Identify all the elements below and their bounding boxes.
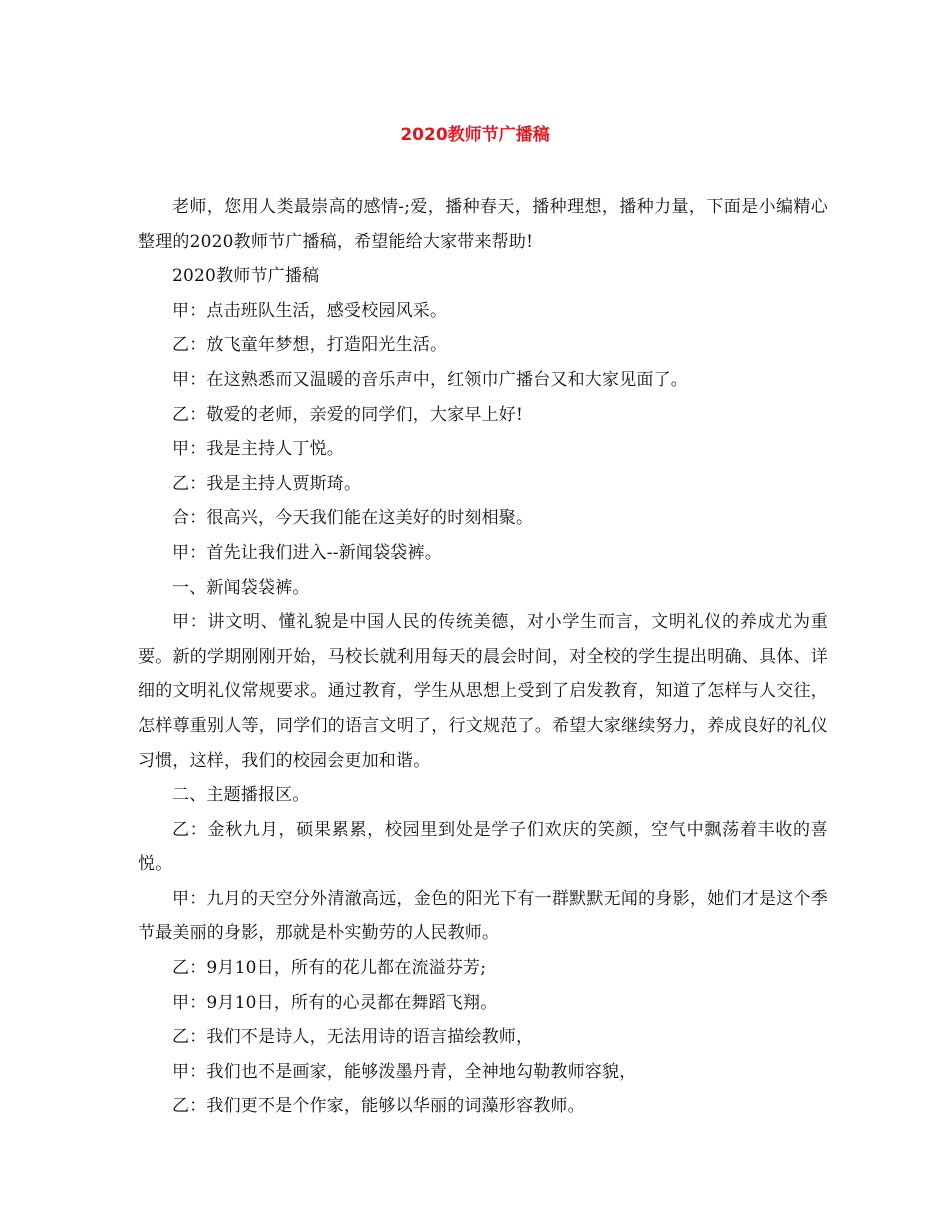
paragraph: 甲：我们也不是画家，能够泼墨丹青，全神地勾勒教师容貌， [172, 1061, 637, 1082]
paragraph: 乙：金秋九月，硕果累累，校园里到处是学子们欢庆的笑颜，空气中飘荡着丰收的喜悦。 [138, 819, 828, 875]
paragraph: 乙：9月10日，所有的花儿都在流溢芬芳; [172, 958, 487, 979]
paragraph: 乙：敬爱的老师，亲爱的同学们，大家早上好! [172, 404, 524, 425]
paragraph: 甲：我是主持人丁悦。 [172, 439, 344, 460]
section-heading-news: 一、新闻袋袋裤。 [172, 577, 310, 598]
paragraph-intro: 老师，您用人类最崇高的感情-;爱，播种春天，播种理想，播种力量，下面是小编精心整理的2020教师节广播稿，希望能给大家带来帮助! [138, 197, 828, 252]
paragraph: 乙：我是主持人贾斯琦。 [172, 473, 362, 494]
paragraph: 乙：我们更不是个作家，能够以华丽的词藻形容教师。 [172, 1096, 585, 1117]
paragraph: 甲：讲文明、懂礼貌是中国人民的传统美德，对小学生而言，文明礼仪的养成尤为重要。新的学期刚刚开始，马校长就利用每天的晨会时间，对全校的学生提出明确、具体、详细的文明礼仪常规要求。通过教育，学生从思想上受到了启发教育，知道了怎样与人交往，怎样尊重别人等，同学们的语言文明了，行文规范了。希望大家继续努力，养成良好的礼仪习惯，这样，我们的校园会更加和谐。 [138, 612, 828, 771]
section-heading-theme: 二、主题播报区。 [172, 785, 310, 806]
paragraph: 甲：在这熟悉而又温暖的音乐声中，红领巾广播台又和大家见面了。 [172, 369, 688, 390]
document-title: 2020教师节广播稿 [400, 125, 550, 145]
paragraph: 甲：首先让我们进入--新闻袋袋裤。 [172, 542, 442, 563]
paragraph: 乙：放飞童年梦想，打造阳光生活。 [172, 335, 448, 356]
paragraph: 乙：我们不是诗人，无法用诗的语言描绘教师， [172, 1027, 534, 1048]
document-body [138, 190, 828, 1124]
paragraph-subtitle: 2020教师节广播稿 [172, 266, 320, 287]
paragraph: 甲：9月10日，所有的心灵都在舞蹈飞翔。 [172, 992, 498, 1013]
paragraph: 甲：九月的天空分外清澈高远，金色的阳光下有一群默默无闻的身影，她们才是这个季节最美丽的身影，那就是朴实勤劳的人民教师。 [138, 888, 828, 944]
paragraph: 合：很高兴，今天我们能在这美好的时刻相聚。 [172, 508, 534, 529]
paragraph: 甲：点击班队生活，感受校园风采。 [172, 300, 448, 321]
